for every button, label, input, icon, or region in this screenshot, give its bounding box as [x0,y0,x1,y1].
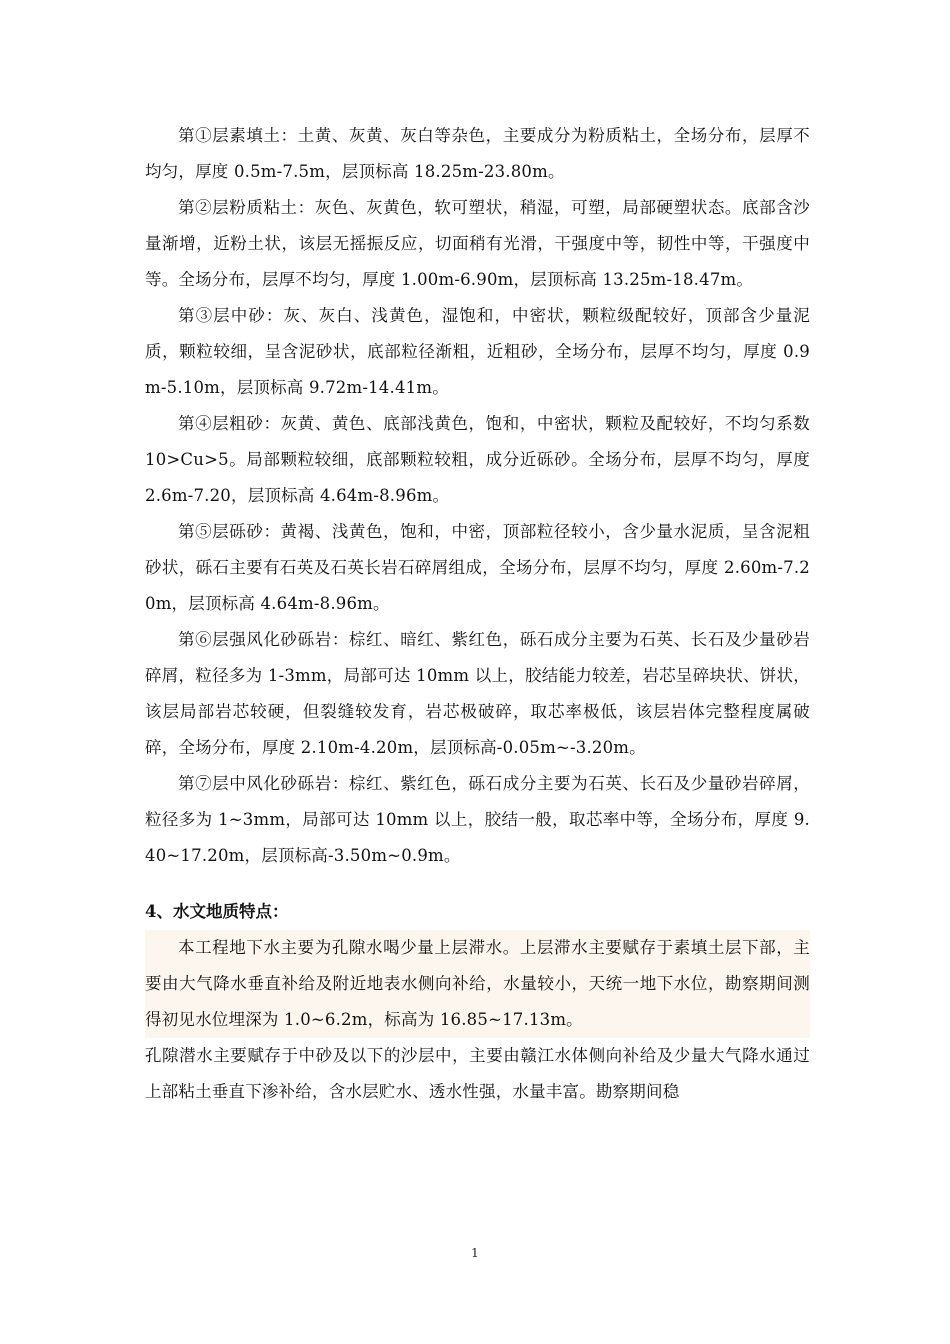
layer-3-paragraph: 第③层中砂：灰、灰白、浅黄色，湿饱和，中密状，颗粒级配较好，顶部含少量泥质，颗粒较细，呈含泥砂状，底部粒径渐粗，近粗砂，全场分布，层厚不均匀，厚度 0.9m-5.10m，层顶标高 9.72m-14.41m。 [145,306,810,397]
layer-7-paragraph: 第⑦层中风化砂砾岩：棕红、紫红色，砾石成分主要为石英、长石及少量砂岩碎屑，粒径多为 1~3mm，局部可达 10mm 以上，胶结一般，取芯率中等，全场分布，厚度 9.40~17.20m，层顶标高-3.50m~0.9m。 [145,774,810,865]
section-heading-hydrogeology: 4、水文地质特点： [145,902,289,921]
page-number: 1 [471,1246,479,1260]
layer-6-paragraph: 第⑥层强风化砂砾岩：棕红、暗红、紫红色，砾石成分主要为石英、长石及少量砂岩碎屑，粒径多为 1-3mm，局部可达 10mm 以上，胶结能力较差，岩芯呈碎块状、饼状，该层局部岩芯较硬，但裂缝较发育，岩芯极破碎，取芯率极低，该层岩体完整程度属破碎，全场分布，厚度 2.10m-4.20m，层顶标高-0.05m~-3.20m。 [145,630,810,757]
hydrogeology-paragraph-1: 本工程地下水主要为孔隙水喝少量上层滞水。上层滞水主要赋存于素填土层下部，主要由大气降水垂直补给及附近地表水侧向补给，水量较小，天统一地下水位，勘察期间测得初见水位埋深为 1.0~6.2m，标高为 16.85~17.13m。 [145,930,810,1038]
document-body [145,118,810,1110]
layer-1-paragraph: 第①层素填土：土黄、灰黄、灰白等杂色，主要成分为粉质粘土，全场分布，层厚不均匀，厚度 0.5m-7.5m，层顶标高 18.25m-23.80m。 [145,126,810,181]
layer-2-paragraph: 第②层粉质粘土：灰色、灰黄色，软可塑状，稍湿，可塑，局部硬塑状态。底部含沙量渐增，近粉土状，该层无摇振反应，切面稍有光滑，干强度中等，韧性中等，干强度中等。全场分布，层厚不均匀，厚度 1.00m-6.90m，层顶标高 13.25m-18.47m。 [145,198,810,289]
hydrogeology-paragraph-2: 孔隙潜水主要赋存于中砂及以下的沙层中，主要由赣江水体侧向补给及少量大气降水通过上部粘土垂直下渗补给，含水层贮水、透水性强，水量丰富。勘察期间稳 [145,1046,810,1101]
layer-4-paragraph: 第④层粗砂：灰黄、黄色、底部浅黄色，饱和，中密状，颗粒及配较好，不均匀系数 10>Cu>5。局部颗粒较细，底部颗粒较粗，成分近砾砂。全场分布，层厚不均匀，厚度 2.6m-7.20，层顶标高 4.64m-8.96m。 [145,414,810,505]
layer-5-paragraph: 第⑤层砾砂：黄褐、浅黄色，饱和，中密，顶部粒径较小，含少量水泥质，呈含泥粗砂状，砾石主要有石英及石英长岩石碎屑组成，全场分布，层厚不均匀，厚度 2.60m-7.20m，层顶标高 4.64m-8.96m。 [145,522,810,613]
